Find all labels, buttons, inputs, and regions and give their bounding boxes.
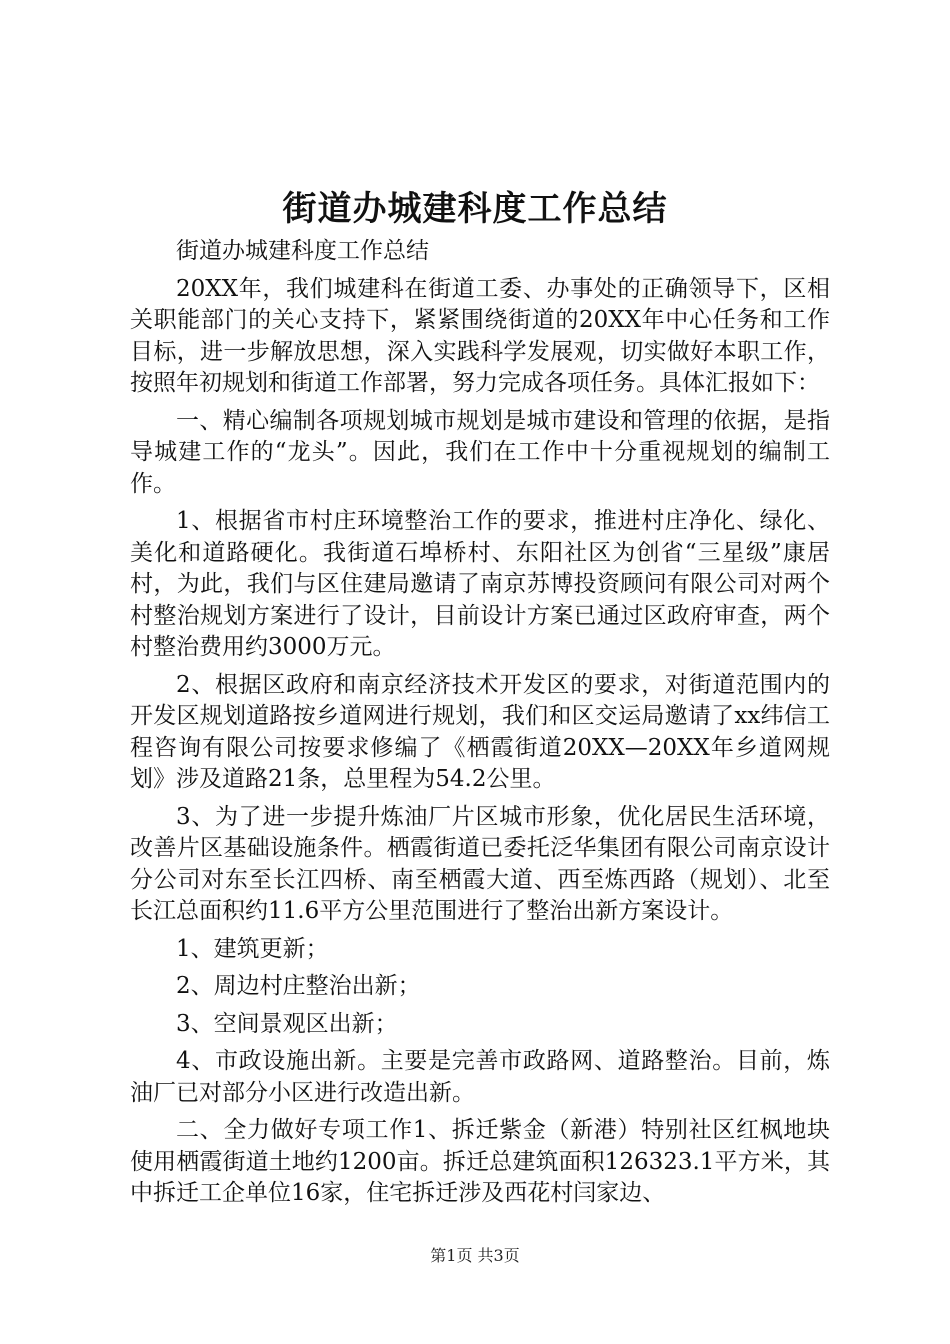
- list-item-building-update: 1、建筑更新；: [176, 935, 329, 962]
- paragraph-section-2: 二、全力做好专项工作1、拆迁紫金（新港）特别社区红枫地块使用栖霞街道土地约1200亩。拆迁总建筑面积126323.1平方米，其中拆迁工企单位16家，住宅拆迁涉及西花村闫家边、: [130, 1117, 830, 1206]
- paragraph-subtitle: 街道办城建科度工作总结: [176, 238, 429, 264]
- paragraph-intro: 20XX年，我们城建科在街道工委、办事处的正确领导下，区相关职能部门的关心支持下，紧紧围绕街道的20XX年中心任务和工作目标，进一步解放思想，深入实践科学发展观，切实做好本职工作，按照年初规划和街道工作部署，努力完成各项任务。具体汇报如下：: [130, 275, 830, 396]
- paragraph-section-1: 一、精心编制各项规划城市规划是城市建设和管理的依据，是指导城建工作的“龙头”。因此，我们在工作中十分重视规划的编制工作。: [130, 407, 830, 497]
- document-body: [130, 236, 830, 1216]
- list-item-village-renewal: 2、周边村庄整治出新；: [176, 973, 421, 999]
- list-item-municipal-renewal: 4、市政设施出新。主要是完善市政路网、道路整治。目前，炼油厂已对部分小区进行改造出新。: [130, 1048, 830, 1106]
- paragraph-item-1: 1、根据省市村庄环境整治工作的要求，推进村庄净化、绿化、美化和道路硬化。我街道石埠桥村、东阳社区为创省“三星级”康居村，为此，我们与区住建局邀请了南京苏博投资顾问有限公司对两个村整治规划方案进行了设计，目前设计方案已通过区政府审查，两个村整治费用约3000万元。: [130, 508, 830, 660]
- paragraph-item-3: 3、为了进一步提升炼油厂片区城市形象，优化居民生活环境，改善片区基础设施条件。栖霞街道已委托泛华集团有限公司南京设计分公司对东至长江四桥、南至栖霞大道、西至炼西路（规划）、北至长江总面积约11.6平方公里范围进行了整治出新方案设计。: [130, 803, 830, 924]
- list-item-landscape-renewal: 3、空间景观区出新；: [176, 1010, 398, 1037]
- page-number-footer: 第1页 共3页: [430, 1246, 520, 1265]
- paragraph-item-2: 2、根据区政府和南京经济技术开发区的要求，对街道范围内的开发区规划道路按乡道网进行规划，我们和区交运局邀请了xx纬信工程咨询有限公司按要求修编了《栖霞街道20XX—20XX年乡道网规划》涉及道路21条，总里程为54.2公里。: [130, 671, 830, 792]
- document-title: 街道办城建科度工作总结: [282, 189, 668, 229]
